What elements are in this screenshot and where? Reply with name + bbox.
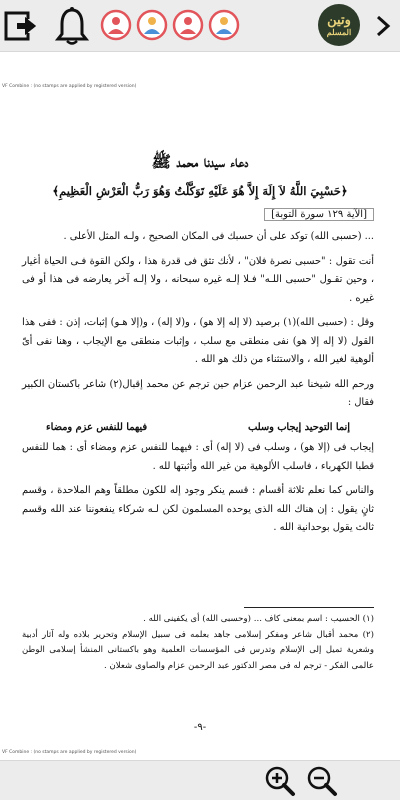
paragraph: ورحم الله شيخنا عبد الرحمن عزام حين ترجم عن محمد إقبال(٢) شاعر باكستان الكبير فقال : [22, 378, 375, 408]
poem-hemistich-left: فيهما للنفس عزم ومضاء [46, 421, 148, 433]
paragraph: إيجاب فى (إلا هو) ، وسلب فى (لا إله) أى : فيهما للنفس عزم ومضاء أى : هما للنفس قطبا الكهرباء ، فاسلب الألوهية من غير الله وأثبتها لله . [22, 442, 374, 472]
watermark-stamp: VF Combine : (no stamps are applied by registered version) [2, 750, 137, 755]
paragraph: والناس كما نعلم ثلاثة أقسام : قسم ينكر وجود إله للكون مطلقاً وهم الملاحدة ، وقسم ثانٍ يقول : إن هناك الله الذى يوحده المسلمون لكن لـه شركاء ينفعوننا عند الله وقسم ثالث يقول بوحدانية الله . [22, 485, 374, 533]
verse-reference: [الآية ١٢٩ سورة التوبة] [264, 208, 374, 221]
zoom-out-button[interactable] [304, 763, 340, 799]
app-logo [318, 4, 360, 46]
footnotes [22, 612, 374, 674]
page-body [22, 228, 374, 544]
chevron-right-icon [375, 14, 391, 38]
notifications-button[interactable] [52, 6, 92, 46]
zoom-in-icon [264, 765, 296, 797]
top-toolbar [0, 0, 400, 52]
page-title: دعاء سيدنا محمد ﷺ [151, 152, 249, 171]
watermark-stamp: VF Combine : (no stamps are applied by registered version) [2, 84, 137, 89]
paragraph: أنت تقول : "حسبى نصرة فلان" ، لأنك تثق فى قدرة هذا ، ولكن القوة فـى الحياة أغيار ، وحين تقـول "حسبى اللـه" فـلا إلـه غيره سبحانه ، ولا إلـه آخر يعارضه فى هذا أو فى غيره . [22, 255, 374, 304]
next-page-button[interactable] [366, 6, 400, 46]
logo-text: وتين [327, 12, 351, 28]
zoom-out-icon [306, 765, 338, 797]
zoom-in-button[interactable] [262, 763, 298, 799]
footnote: (٢) محمد أقبال شاعر ومفكر إسلامى جاهد بعلمه فى سبيل الإسلام وتحرير بلاده وله آثار أدبية وشعرية تميل إلى الإسلام وتدرس فى المؤسسات العلمية وهو باكستانى المنشأ إسلامى الوطن عالمى الفكر - ترجم له فى مصر الدكتور عبد الرحمن عزام والصاوى شعلان . [22, 629, 374, 671]
quran-verse: ﴿حَسْبِيَ اللَّهُ لاَ إِلَهَ إِلاَّ هُوَ عَلَيْهِ تَوَكَّلْتُ وَهُوَ رَبُّ الْعَرْشِ الْعَظِيمِ﴾ [52, 184, 348, 198]
poem-line [22, 419, 374, 438]
footnote-divider [244, 607, 374, 608]
exit-button[interactable] [0, 6, 40, 46]
footnote: (١) الحسيب : اسم بمعنى كاف ... (وحسبى الله) أى يكفينى الله . [143, 614, 374, 624]
share-icon[interactable] [208, 9, 240, 41]
share-icon[interactable] [136, 9, 168, 41]
paragraph: وقل : (حسبى الله)(١) برصيد (لا إله إلا هو) ، و(لا إله) ، و(إلا هـو) إثبات، إذن : ففى هذا القول (لا إله إلا هو) نفى منطقى مع سلب ، وإثبات منطقى مع الإيجاب ، وهنا نفى أىّ ألوهية لغير الله ، والاستثناء من ذلك هو الله . [22, 317, 374, 365]
bell-icon [55, 6, 89, 46]
poem-hemistich-right: إنما التوحيد إيجاب وسلب [248, 421, 350, 433]
logo-subtext: المسلم [326, 26, 352, 37]
pdf-viewer[interactable] [0, 52, 400, 760]
zoom-toolbar [0, 760, 400, 800]
book-page [0, 88, 400, 748]
share-icon[interactable] [100, 9, 132, 41]
page-number: -٩- [193, 722, 207, 733]
exit-icon [3, 9, 37, 43]
share-icon[interactable] [172, 9, 204, 41]
paragraph: ... (حسبى الله) توكد على أن حسبك فى المكان الصحيح ، ولـه المثل الأعلى . [63, 231, 374, 242]
